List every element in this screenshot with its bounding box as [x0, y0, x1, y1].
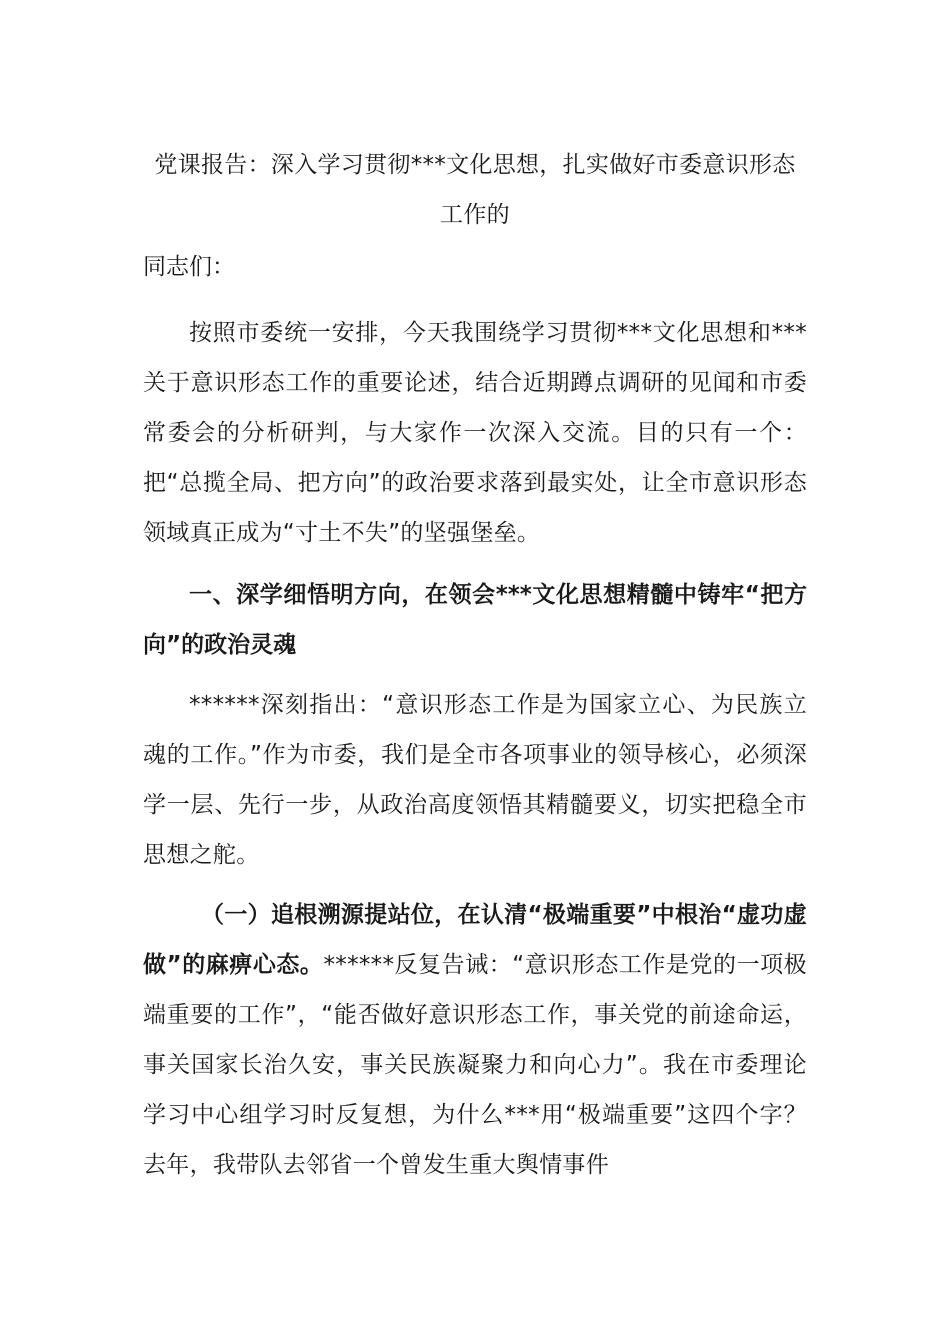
intro-paragraph: 按照市委统一安排，今天我围绕学习贯彻***文化思想和***关于意识形态工作的重要论述，结合近期蹲点调研的见闻和市委常委会的分析研判，与大家作一次深入交流。目的只有一个：把“总揽全局、把方向”的政治要求落到最实处，让全市意识形态领域真正成为“寸土不失”的坚强堡垒。 — [143, 320, 807, 546]
subsection-1-heading: （一）追根溯源提站位，在认清“极端重要”中根治“虚功虚做”的麻痹心态。 — [143, 902, 807, 978]
document-title: 党课报告：深入学习贯彻***文化思想，扎实做好市委意识形态工作的 — [154, 152, 796, 228]
subsection-1-body: ******反复告诫：“意识形态工作是党的一项极端重要的工作”，“能否做好意识形态工作，事关党的前途命运，事关国家长治久安，事关民族凝聚力和向心力”。我在市委理论学习中心组学习时反复想，为什么***用“极端重要”这四个字？去年，我带队去邻省一个曾发生重大舆情事件 — [143, 952, 807, 1178]
salutation: 同志们： — [143, 254, 235, 280]
subsection-1-paragraph — [143, 890, 807, 1190]
document-body — [143, 140, 807, 1190]
section-1-heading: 一、深学细悟明方向，在领会***文化思想精髓中铸牢“把方向”的政治灵魂 — [143, 582, 807, 658]
section-1-paragraph: ******深刻指出：“意识形态工作是为国家立心、为民族立魂的工作。”作为市委，我们是全市各项事业的领导核心，必须深学一层、先行一步，从政治高度领悟其精髓要义，切实把稳全市思想之舵。 — [143, 692, 807, 868]
